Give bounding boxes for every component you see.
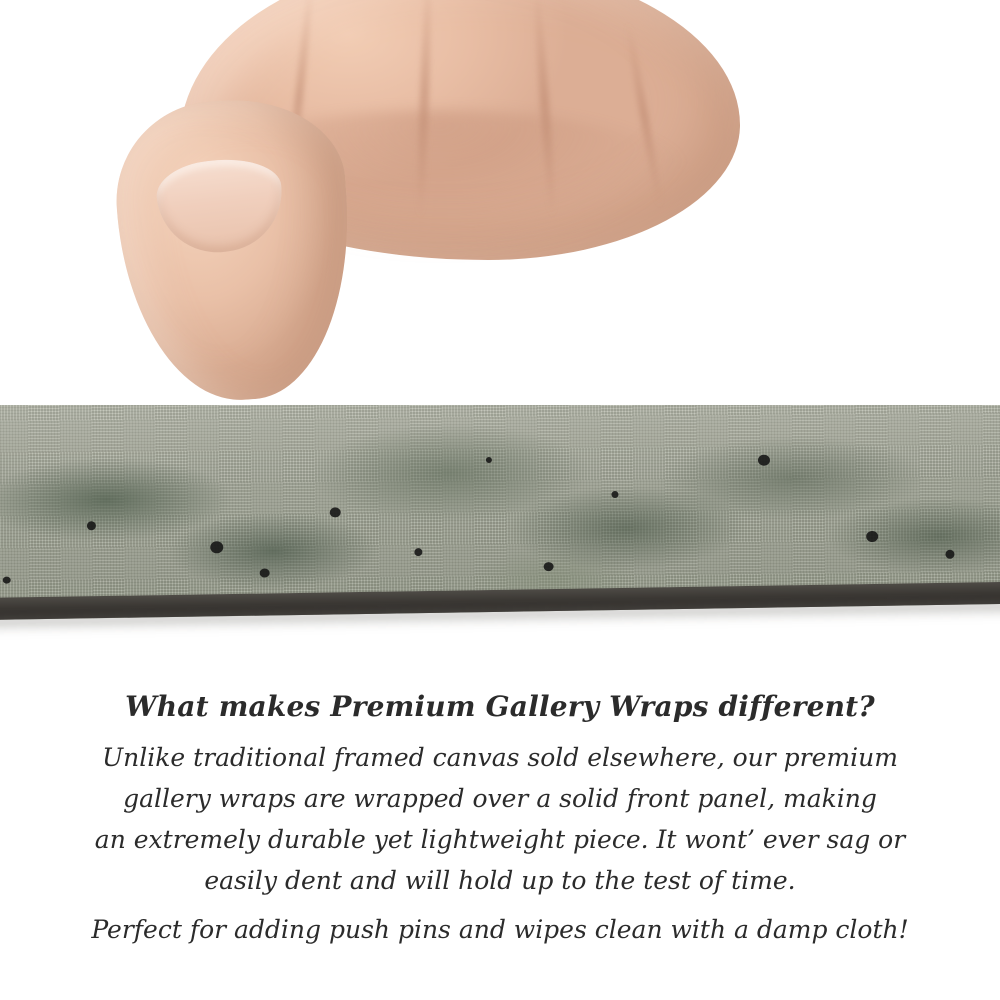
caption-heading: What makes Premium Gallery Wraps different? [125,690,875,723]
hand-illustration [120,0,740,420]
caption-line: an extremely durable yet lightweight piece. It wont’ ever sag or [94,825,906,854]
caption-closing-line: Perfect for adding push pins and wipes clean with a damp cloth! [91,915,909,944]
caption-line: gallery wraps are wrapped over a solid front panel, making [123,784,877,813]
caption-line: easily dent and will hold up to the test of time. [204,866,796,895]
caption-line: Unlike traditional framed canvas sold elsewhere, our premium [102,743,898,772]
caption-block [0,690,1000,950]
canvas-wrap-strip [0,405,1000,645]
